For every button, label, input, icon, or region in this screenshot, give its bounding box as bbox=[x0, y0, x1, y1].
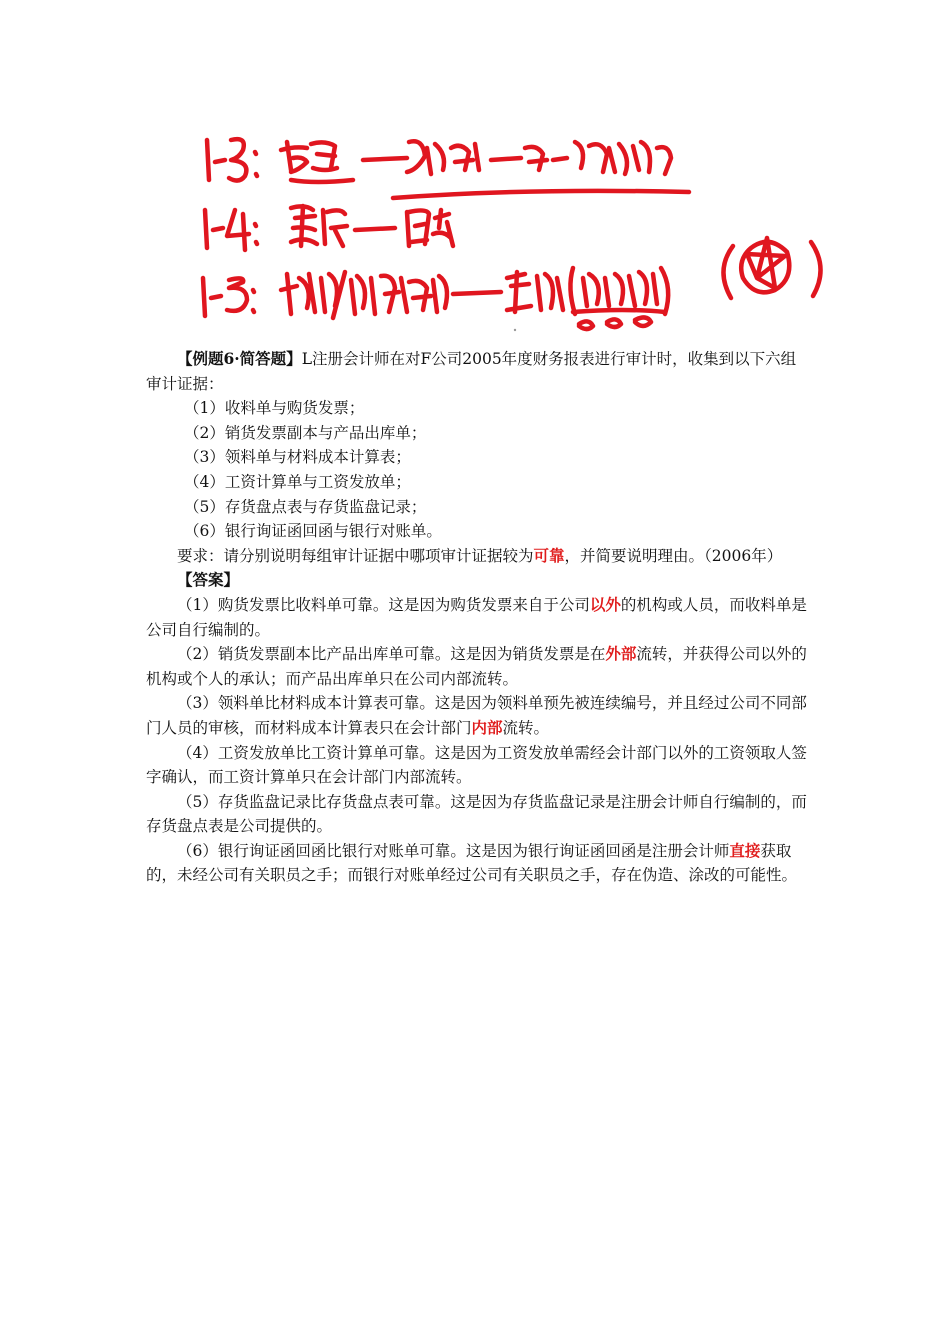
list-item: （6）银行询证函回函与银行对账单。 bbox=[184, 522, 442, 541]
example-title: 【例题6·简答题】 bbox=[177, 349, 302, 368]
example-intro: L注册会计师在对F公司2005年度财务报表进行审计时，收集到以下六组审计证据： bbox=[146, 350, 797, 393]
example-paragraph bbox=[146, 347, 808, 396]
answer-highlight: 直接 bbox=[729, 841, 761, 860]
requirement-text: 要求：请分别说明每组审计证据中哪项审计证据较为 bbox=[177, 546, 534, 565]
answer-highlight: 内部 bbox=[471, 718, 503, 737]
answer-heading: 【答案】 bbox=[177, 570, 240, 590]
list-item: （1）收料单与购货发票； bbox=[184, 399, 365, 418]
answer-item-5: （5）存货监盘记录比存货盘点表可靠。这是因为存货监盘记录是注册会计师自行编制的，而存货盘点表是公司提供的。 bbox=[146, 792, 807, 836]
list-item: （3）领料单与材料成本计算表； bbox=[184, 448, 411, 467]
handwritten-notes-image bbox=[195, 118, 835, 333]
answer-text: 流转，并获得公司以外的机构或个人的承认；而产品出库单只在公司内部流转。 bbox=[146, 645, 807, 688]
answer-item-2 bbox=[146, 642, 808, 691]
answer-item-4: （4）工资发放单比工资计算单可靠。这是因为工资发放单需经会计部门以外的工资领取人签字确认，而工资计算单只在会计部门内部流转。 bbox=[146, 743, 807, 787]
answer-text: 获取的，未经公司有关职员之手；而银行对账单经过公司有关职员之手，存在伪造、涂改的可能性。 bbox=[146, 841, 798, 885]
answer-highlight: 以外 bbox=[589, 595, 621, 614]
list-item: （5）存货盘点表与存货监盘记录； bbox=[184, 497, 427, 516]
requirement-tail: ，并简要说明理由。（2006年） bbox=[564, 546, 783, 565]
requirement-highlight: 可靠 bbox=[533, 546, 565, 565]
answer-item-3 bbox=[146, 691, 808, 740]
list-item: （2）销货发票副本与产品出库单； bbox=[184, 423, 427, 442]
document-body bbox=[146, 347, 808, 888]
requirement-paragraph bbox=[146, 544, 808, 569]
answer-text: （2）销货发票副本比产品出库单可靠。这是因为销货发票是在 bbox=[177, 645, 606, 664]
answer-item-6 bbox=[146, 839, 808, 888]
answer-text: （3）领料单比材料成本计算表可靠。这是因为领料单预先被连续编号，并且经过公司不同部门人员的审核，而材料成本计算表只在会计部门 bbox=[146, 694, 807, 737]
list-item: （4）工资计算单与工资发放单； bbox=[184, 472, 411, 491]
answer-text: 流转。 bbox=[502, 718, 550, 737]
answer-text: （1）购货发票比收料单可靠。这是因为购货发票来自于公司 bbox=[177, 595, 590, 614]
answer-text: （6）银行询证函回函比银行对账单可靠。这是因为银行询证函回函是注册会计师 bbox=[177, 841, 730, 860]
answer-text: 的机构或人员，而收料单是公司自行编制的。 bbox=[146, 595, 807, 639]
answer-item-1 bbox=[146, 593, 808, 642]
answer-highlight: 外部 bbox=[605, 645, 637, 664]
